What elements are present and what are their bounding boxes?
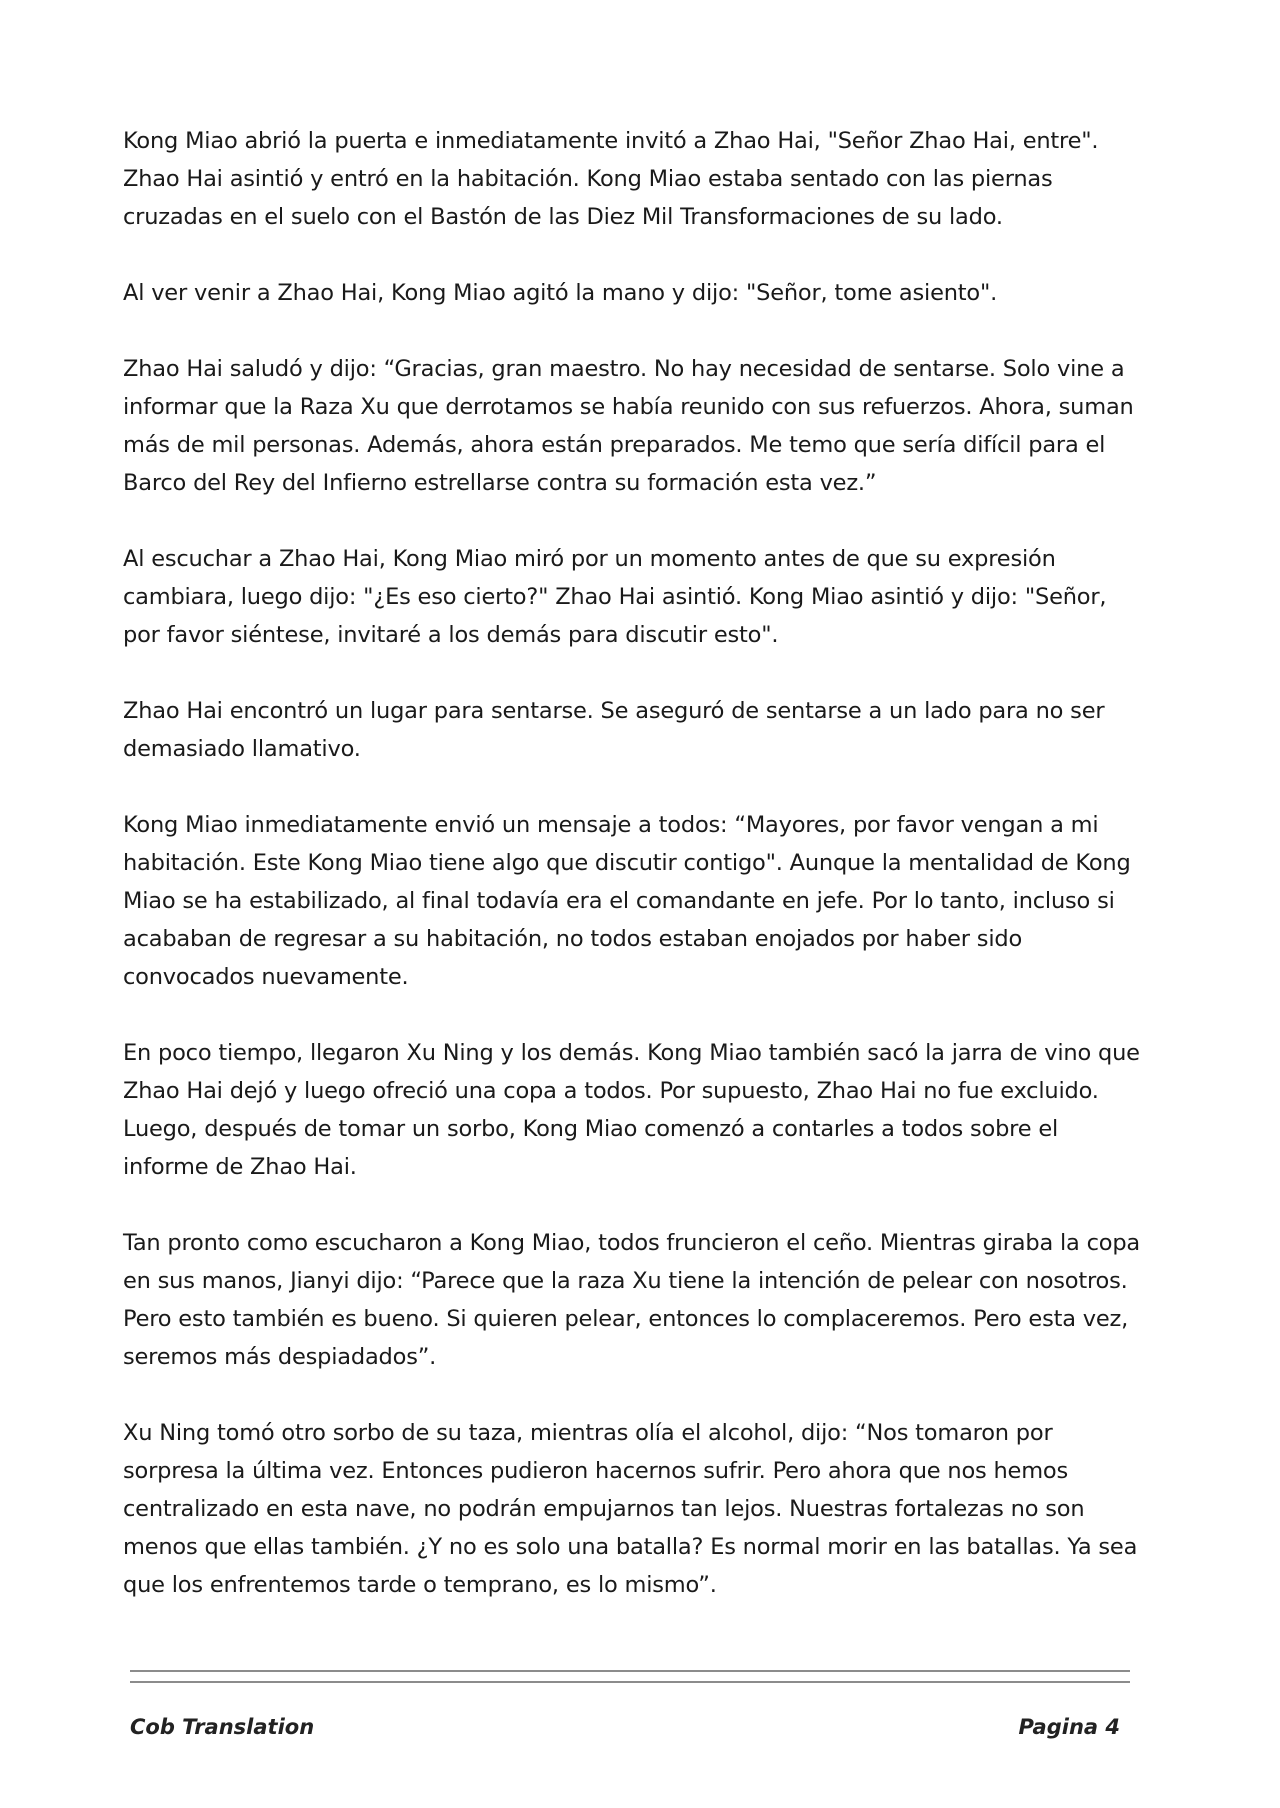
paragraph-7: En poco tiempo, llegaron Xu Ning y los demás. Kong Miao también sacó la jarra de vino que Zhao Hai dejó y luego ofreció una copa a todos. Por supuesto, Zhao Hai no fue excluido. Luego, después de tomar un sorbo, Kong Miao comenzó a contarles a todos sobre el informe de Zhao Hai. [123, 1040, 1140, 1180]
document-body [123, 122, 1143, 1642]
paragraph-8: Tan pronto como escucharon a Kong Miao, todos fruncieron el ceño. Mientras giraba la copa en sus manos, Jianyi dijo: “Parece que la raza Xu tiene la intención de pelear con nosotros. Pero esto también es bueno. Si quieren pelear, entonces lo complaceremos. Pero esta vez, seremos más despiadados”. [123, 1230, 1140, 1370]
footer-divider-top [130, 1670, 1130, 1672]
paragraph-6: Kong Miao inmediatamente envió un mensaje a todos: “Mayores, por favor vengan a mi habitación. Este Kong Miao tiene algo que discutir contigo". Aunque la mentalidad de Kong Miao se ha estabilizado, al final todavía era el comandante en jefe. Por lo tanto, incluso si acababan de regresar a su habitación, no todos estaban enojados por haber sido convocados nuevamente. [123, 812, 1131, 990]
paragraph-4: Al escuchar a Zhao Hai, Kong Miao miró por un momento antes de que su expresión cambiara, luego dijo: "¿Es eso cierto?" Zhao Hai asintió. Kong Miao asintió y dijo: "Señor, por favor siéntese, invitaré a los demás para discutir esto". [123, 546, 1107, 648]
paragraph-1: Kong Miao abrió la puerta e inmediatamente invitó a Zhao Hai, "Señor Zhao Hai, entre". Zhao Hai asintió y entró en la habitación. Kong Miao estaba sentado con las piernas cruzadas en el suelo con el Bastón de las Diez Mil Transformaciones de su lado. [123, 128, 1099, 230]
footer-translator-credit: Cob Translation [130, 1715, 315, 1739]
paragraph-5: Zhao Hai encontró un lugar para sentarse. Se aseguró de sentarse a un lado para no ser demasiado llamativo. [123, 698, 1105, 762]
paragraph-2: Al ver venir a Zhao Hai, Kong Miao agitó la mano y dijo: "Señor, tome asiento". [123, 280, 998, 306]
paragraph-9: Xu Ning tomó otro sorbo de su taza, mientras olía el alcohol, dijo: “Nos tomaron por sorpresa la última vez. Entonces pudieron hacernos sufrir. Pero ahora que nos hemos centralizado en esta nave, no podrán empujarnos tan lejos. Nuestras fortalezas no son menos que ellas también. ¿Y no es solo una batalla? Es normal morir en las batallas. Ya sea que los enfrentemos tarde o temprano, es lo mismo”. [123, 1420, 1138, 1598]
footer-divider-bottom [130, 1681, 1130, 1683]
footer-page-number: Pagina 4 [1018, 1715, 1120, 1739]
paragraph-3: Zhao Hai saludó y dijo: “Gracias, gran maestro. No hay necesidad de sentarse. Solo vine a informar que la Raza Xu que derrotamos se había reunido con sus refuerzos. Ahora, suman más de mil personas. Además, ahora están preparados. Me temo que sería difícil para el Barco del Rey del Infierno estrellarse contra su formación esta vez.” [123, 356, 1134, 496]
